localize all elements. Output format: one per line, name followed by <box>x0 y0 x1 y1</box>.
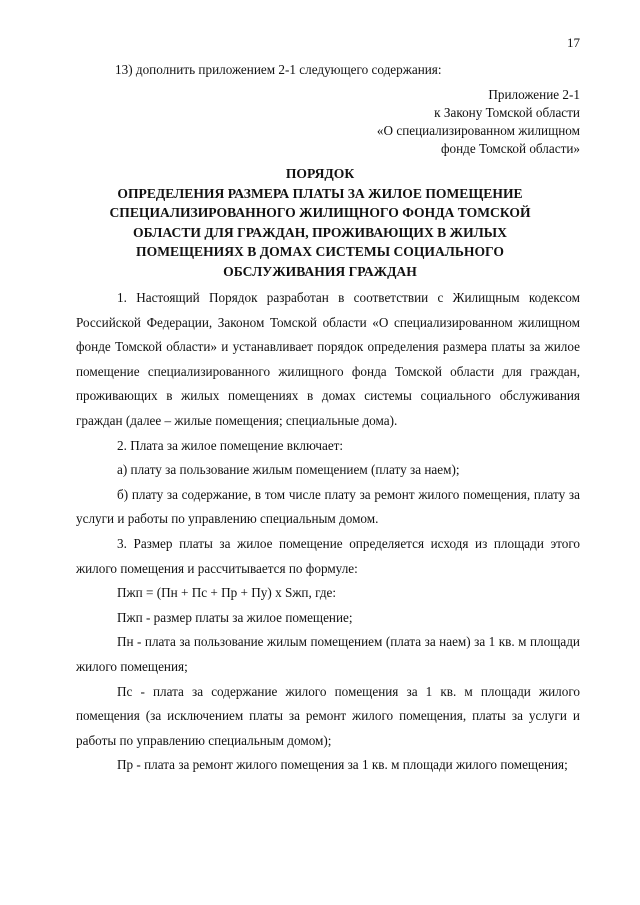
paragraph: 3. Размер платы за жилое помещение определяется исходя из площади этого жилого помещения и рассчитывается по формуле: <box>76 535 580 576</box>
title-line: ОБЛАСТИ ДЛЯ ГРАЖДАН, ПРОЖИВАЮЩИХ В ЖИЛЫХ <box>133 224 507 240</box>
title-line: ПОРЯДОК <box>285 166 355 181</box>
document-title <box>60 164 580 281</box>
paragraph: 1. Настоящий Порядок разработан в соответствии с Жилищным кодексом Российской Федерации, Законом Томской области «О специализированном жилищном фонде Томской области» и устанавливает порядок определения размера платы за жилое помещение специализированного жилищного фонда Томской области для граждан, проживающих в жилых помещениях в домах системы социального обслуживания граждан (далее – жилые помещения; специальные дома). <box>76 290 580 428</box>
appendix-line: фонде Томской области» <box>440 141 580 156</box>
paragraph: Пжп - размер платы за жилое помещение; <box>117 609 353 625</box>
title-line: ОБСЛУЖИВАНИЯ ГРАЖДАН <box>223 263 417 279</box>
amendment-intro: 13) дополнить приложением 2-1 следующего содержания: <box>115 62 442 77</box>
paragraph: 2. Плата за жилое помещение включает: <box>117 437 344 453</box>
page-number: 17 <box>567 35 580 50</box>
appendix-line: «О специализированном жилищном <box>376 123 580 138</box>
appendix-line: к Закону Томской области <box>434 105 580 120</box>
paragraph: Пн - плата за пользование жилым помещением (плата за наем) за 1 кв. м площади жилого помещения; <box>76 634 580 674</box>
document-body <box>76 286 580 778</box>
paragraph: б) плату за содержание, в том числе плату за ремонт жилого помещения, плату за услуги и работы по управлению специальным домом. <box>76 486 580 527</box>
paragraph: Пр - плата за ремонт жилого помещения за 1 кв. м площади жилого помещения; <box>117 757 568 773</box>
title-line: ОПРЕДЕЛЕНИЯ РАЗМЕРА ПЛАТЫ ЗА ЖИЛОЕ ПОМЕЩЕНИЕ <box>117 185 523 201</box>
formula: Пжп = (Пн + Пс + Пр + Пу) x Sжп, где: <box>117 585 337 601</box>
appendix-header <box>377 86 580 158</box>
title-line: ПОМЕЩЕНИЯХ В ДОМАХ СИСТЕМЫ СОЦИАЛЬНОГО <box>136 244 504 259</box>
appendix-line: Приложение 2-1 <box>488 87 580 102</box>
title-line: СПЕЦИАЛИЗИРОВАННОГО ЖИЛИЩНОГО ФОНДА ТОМСКОЙ <box>109 205 531 220</box>
paragraph: а) плату за пользование жилым помещением (плату за наем); <box>117 462 460 478</box>
paragraph: Пс - плата за содержание жилого помещения за 1 кв. м площади жилого помещения (за исключением платы за ремонт жилого помещения, платы за услуги и работы по управлению специальным домом); <box>76 683 580 748</box>
